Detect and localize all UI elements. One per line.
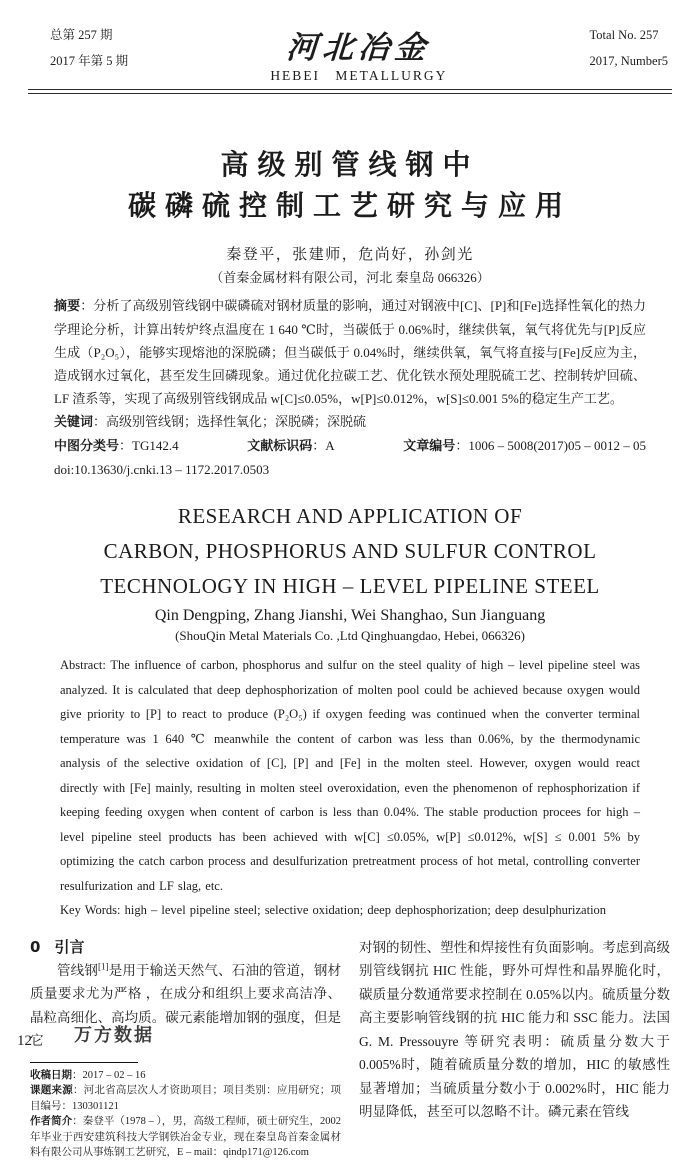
issue-total-cn: 总第 257 期 (50, 28, 113, 42)
doc-code-label: 文献标识码 (247, 439, 313, 454)
body-columns (30, 936, 670, 1161)
article-title-en-line2: CARBON, PHOSPHORUS AND SULFUR CONTROL (103, 539, 597, 563)
section-number: 0 (30, 937, 41, 956)
footnote-biography (30, 1114, 341, 1161)
classification-line (54, 434, 646, 458)
abstract-text-cn: ：分析了高级别管线钢中碳磷硫对钢材质量的影响，通过对钢液中[C]、[P]和[Fe]选择性氧化的热力学理论分析，计算出转炉终点温度在 1 640 ℃时，当碳低于 0.06%时，继续供氧，氧气将优先与[P]反应生成（P₂O₅），能够实现熔池的深脱磷；但当碳低于 0.04%时，继续供氧，氧气将直接与[Fe]反应为主，造成钢水过氧化，甚至发生回磷现象。通过优化拉碳工艺、优化铁水预处理脱硫工艺、控制转炉回硫、LF 渣系等，实现了高级别管线钢成品 w[C]≤0.05%，w[P]≤0.012%，w[S]≤0.001 5%的稳定生产工艺。 (54, 298, 646, 406)
received-label: 收稿日期 (30, 1068, 72, 1081)
project-value: ：河北省高层次人才资助项目；项目类别：应用研究；项目编号：130301121 (30, 1085, 342, 1112)
intro-text-post: 是用于输送天然气、石油的管道，钢材质量要求尤为严格 ，在成分和组织上要求高洁净、晶粒高细化、高均质。碳元素能增加钢的强度，但是它 (30, 962, 342, 1048)
issue-year-cn: 2017 年第 5 期 (50, 54, 129, 68)
article-title-cn-line1: 高级别管线钢中 (220, 148, 480, 181)
article-title-cn (28, 144, 672, 226)
left-column (30, 936, 341, 1161)
journal-header (28, 22, 672, 84)
abstract-en (60, 653, 640, 898)
body-paragraph-right: 对钢的韧性、塑性和焊接性有负面影响。考虑到高级别管线钢抗 HIC 性能，野外可焊性和晶界脆化时，碳质量分数通常要求控制在 0.05%以内。硫质量分数高主要影响管线钢的抗 HIC 能力和 SSC 能力。法国 G. M. Pressouyre 等研究表明：硫质量分数大于 0.005%时，随着硫质量分数的增加，HIC 的敏感性显著增加；当硫质量分数小于 0.002%时，HIC 能力明显降低，甚至可以忽略不计。磷元素在管线 (359, 939, 670, 1119)
doc-code-value: ：A (312, 438, 335, 453)
affiliation-cn: （首秦金属材料有限公司，河北 秦皇岛 066326） (210, 270, 490, 285)
page-number: 12 (17, 1033, 32, 1049)
abstract-cn (54, 294, 646, 410)
affiliation-en: (ShouQin Metal Materials Co. ,Ltd Qinghuangdao, Hebei, 066326) (175, 628, 525, 643)
section-title: 引言 (54, 937, 85, 956)
issue-total-en: Total No. 257 (589, 28, 659, 42)
footnote-block (30, 1068, 341, 1161)
issue-number-en: 2017, Number5 (589, 54, 668, 68)
issue-info-cn (28, 22, 128, 74)
keywords-label-cn: 关键词 (54, 415, 94, 430)
project-label: 课题来源 (30, 1084, 73, 1096)
keywords-text-en: high – level pipeline steel; selective oxidation; deep dephosphorization; deep desulphurization (120, 903, 607, 917)
clc-label: 中图分类号 (54, 439, 120, 454)
footnote-project (30, 1083, 341, 1114)
journal-name-cn: 河北冶金 (285, 30, 432, 66)
article-no-field (403, 434, 646, 458)
abstract-label-en: Abstract: (60, 658, 106, 672)
doi-line: doi:10.13630/j.cnki.13 – 1172.2017.0503 (54, 462, 270, 477)
article-title-en-line3: TECHNOLOGY IN HIGH – LEVEL PIPELINE STEEL (100, 574, 600, 598)
article-title-cn-line2: 碳磷硫控制工艺研究与应用 (127, 189, 572, 222)
article-title-en (28, 499, 672, 604)
clc-value: ：TG142.4 (119, 438, 179, 453)
keywords-cn (54, 410, 646, 434)
article-title-en-line1: RESEARCH AND APPLICATION OF (177, 504, 523, 528)
article-no-value: ：1006 – 5008(2017)05 – 0012 – 05 (455, 438, 646, 453)
journal-name-en: HEBEI METALLURGY (270, 68, 448, 83)
section-heading (30, 936, 341, 959)
authors-en: Qin Dengping, Zhang Jianshi, Wei Shanghao, Sun Jianguang (154, 607, 546, 624)
wanfang-watermark: 万方数据 (74, 1025, 154, 1046)
biography-value: ：秦登平（1978 – ），男，高级工程师，硕士研究生，2002 年毕业于西安建筑科技大学钢铁冶金专业，现在秦皇岛首秦金属材料有限公司从事炼钢工艺研究，E – mail：qindp171@126.com (30, 1116, 342, 1158)
abstract-text-en: The influence of carbon, phosphorus and sulfur on the steel quality of high – level pipeline steel was analyzed. It is calculated that deep dephosphorization of molten pool could be achieved because oxygen would give priority to [P] to react to produce (P₂O₅) if oxygen feeding was continued when the converter terminal temperature was 1 640 ℃ meanwhile the content of carbon was less than 0.06%, by the thermodynamic analysis of the selective oxidation of [C], [P] and [Fe] in the molten steel. However, oxygen would react directly with [Fe] mainly, resulting in molten steel overoxidation, even the phenomenon of rephosphorization if keeping feeding oxygen when content of carbon is less than 0.04%. The stable production procees for high – level pipeline steel products has been achieved with w[C] ≤0.05%, w[P] ≤0.012%, w[S] ≤ 0.001 5% by optimizing the catch carbon process and desulfurization pretreatment process of hot metal, controlling converter resulfurization and LF slag, etc. (60, 658, 640, 893)
biography-label: 作者简介 (30, 1115, 73, 1127)
abstract-label-cn: 摘要 (54, 299, 81, 314)
footnote-divider (30, 1062, 138, 1063)
doc-code-field (247, 434, 334, 458)
authors-cn: 秦登平，张建师，危尚好，孙剑光 (226, 247, 474, 263)
keywords-text-cn: ：高级别管线钢；选择性氧化；深脱磷；深脱硫 (93, 414, 367, 429)
article-no-label: 文章编号 (403, 439, 456, 454)
clc-field (54, 434, 179, 458)
footnote-received (30, 1068, 341, 1084)
citation-ref: [1] (98, 961, 109, 971)
keywords-label-en: Key Words: (60, 903, 121, 917)
abstract-block-cn (54, 294, 646, 481)
right-column (359, 936, 670, 1161)
keywords-en (60, 898, 640, 923)
journal-title-block (128, 22, 589, 84)
received-value: ：2017 – 02 – 16 (72, 1069, 146, 1081)
header-divider (28, 89, 672, 94)
abstract-block-en (60, 653, 640, 923)
intro-text-pre: 管线钢 (57, 962, 99, 978)
issue-info-en (590, 22, 672, 74)
